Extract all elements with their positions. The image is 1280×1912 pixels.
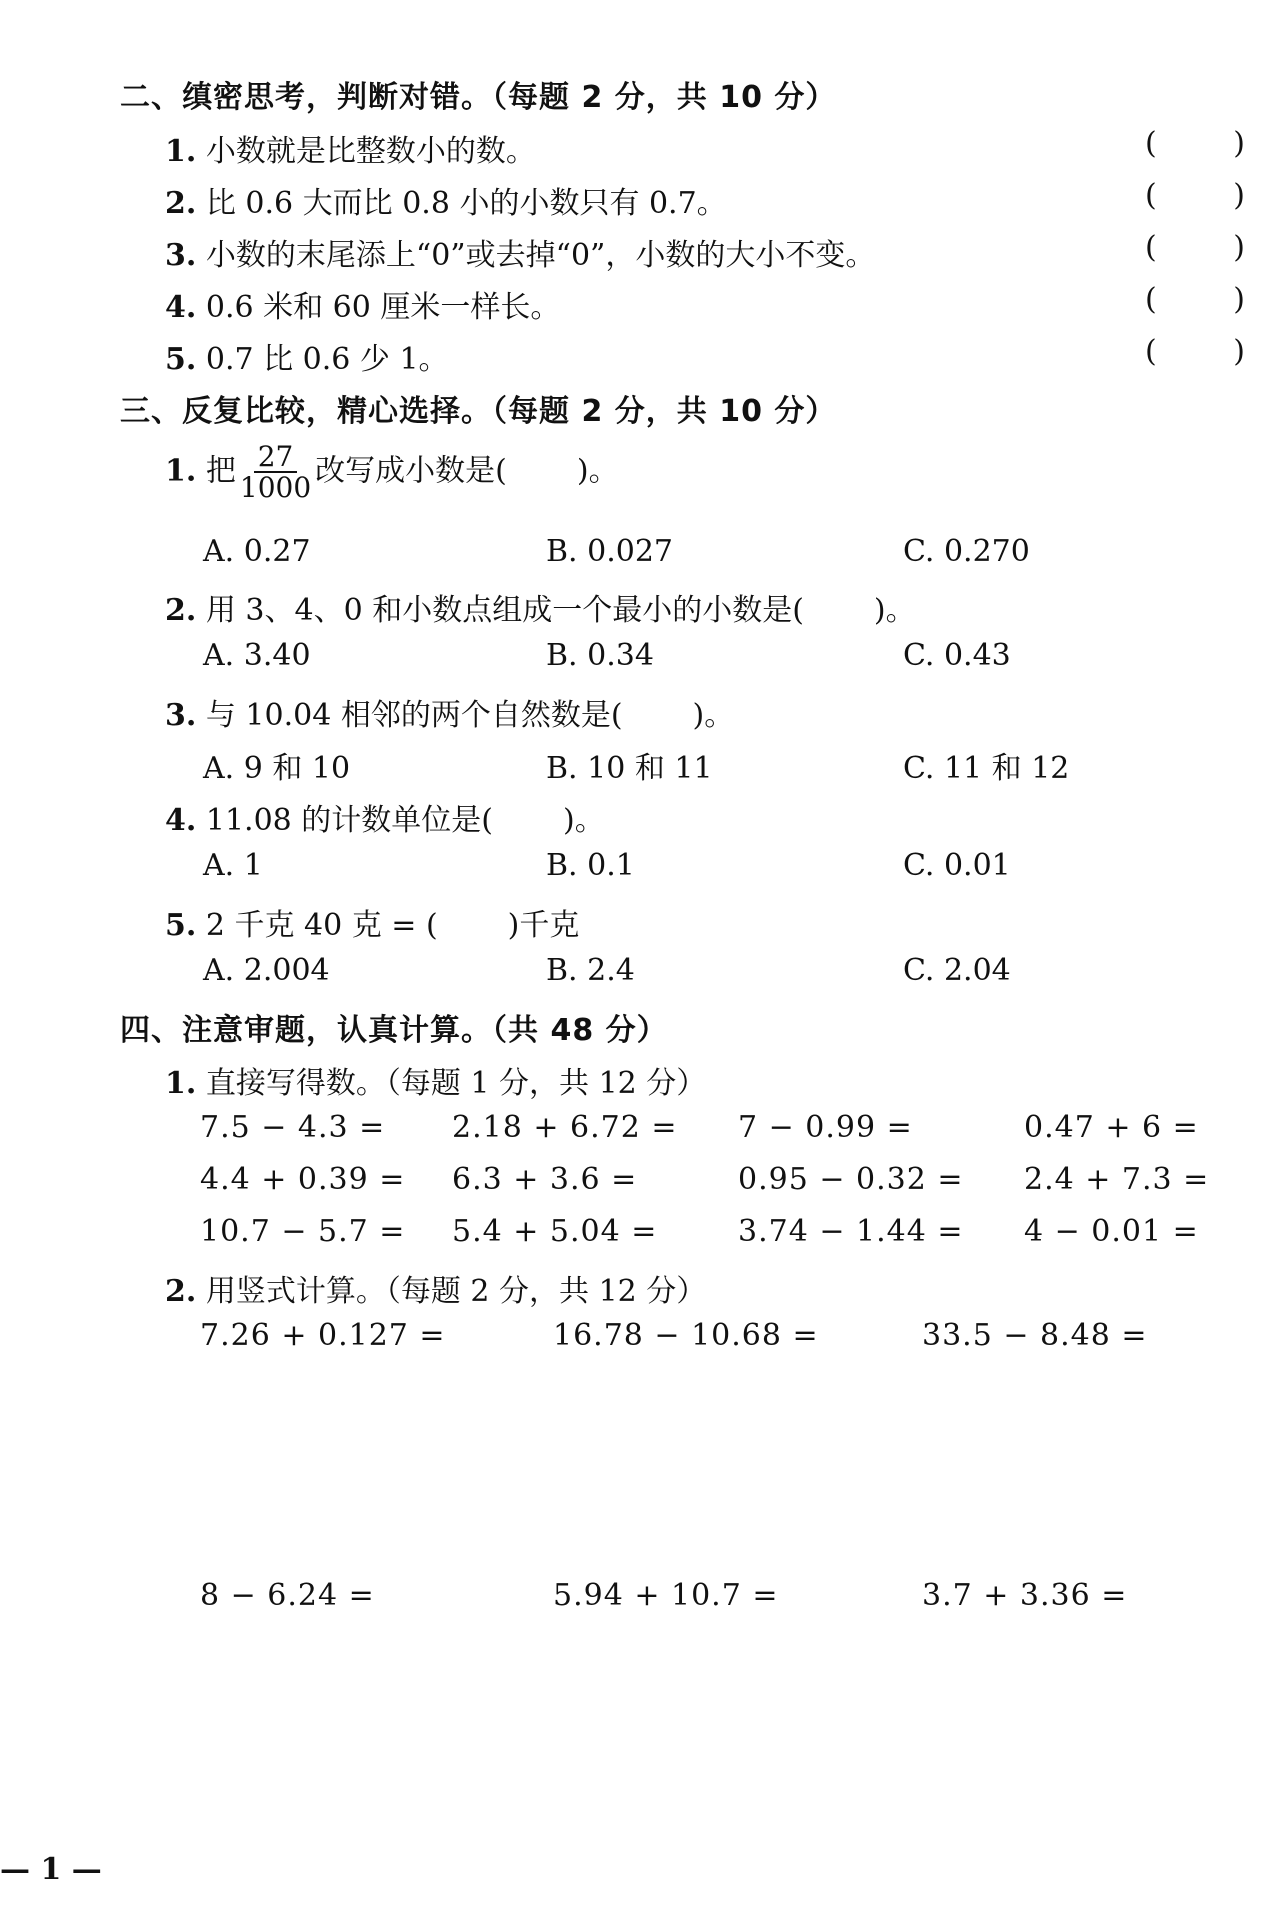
vertical-calc-expression[interactable]: 16.78 − 10.68 = — [553, 1318, 819, 1353]
calc-expression[interactable]: 3.74 − 1.44 = — [738, 1214, 964, 1249]
calc-expression[interactable]: 7.5 − 4.3 = — [200, 1110, 386, 1145]
item-number: 3. — [165, 698, 197, 733]
item-text: 比 0.6 大而比 0.8 小的小数只有 0.7。 — [205, 186, 727, 221]
part-text: 直接写得数。（每题 1 分，共 12 分） — [205, 1066, 707, 1101]
fraction — [240, 442, 311, 503]
option-c[interactable]: C. 2.04 — [903, 953, 1011, 988]
judge-item-3 — [165, 230, 875, 274]
item-text: 0.7 比 0.6 少 1。 — [205, 342, 449, 377]
judge-item-2 — [165, 178, 727, 222]
option-c[interactable]: C. 0.01 — [903, 848, 1011, 883]
paren-close: ) — [1233, 334, 1245, 369]
choice-question-4 — [165, 795, 605, 839]
option-b[interactable]: B. 2.4 — [546, 953, 635, 988]
paren-open: ( — [1145, 334, 1157, 369]
item-number: 2. — [165, 1274, 197, 1309]
item-number: 4. — [165, 803, 197, 838]
page-number: — 1 — — [0, 1852, 102, 1887]
fraction-denominator: 1000 — [239, 471, 312, 505]
paren-close: ) — [1233, 282, 1245, 317]
question-text-pre: 把 — [205, 453, 236, 489]
question-text-pre: 11.08 的计数单位是( — [205, 803, 493, 838]
judge-item-5 — [165, 334, 449, 378]
option-a[interactable]: A. 3.40 — [203, 638, 311, 673]
vertical-calc-expression[interactable]: 3.7 + 3.36 = — [922, 1578, 1128, 1613]
option-b[interactable]: B. 0.1 — [546, 848, 635, 883]
calc-expression[interactable]: 10.7 − 5.7 = — [200, 1214, 406, 1249]
option-b[interactable]: B. 0.027 — [546, 534, 674, 569]
choice-question-2 — [165, 585, 916, 629]
answer-parens-5[interactable] — [1145, 334, 1245, 369]
item-number: 1. — [165, 453, 197, 489]
item-number: 1. — [165, 1066, 197, 1101]
vertical-calc-expression[interactable]: 7.26 + 0.127 = — [200, 1318, 446, 1353]
question-text-end: )。 — [563, 803, 605, 838]
vertical-calc-expression[interactable]: 8 − 6.24 = — [200, 1578, 375, 1613]
option-a[interactable]: A. 2.004 — [203, 953, 330, 988]
judge-item-1 — [165, 126, 536, 170]
question-text-pre: 2 千克 40 克 = ( — [205, 908, 438, 943]
option-a[interactable]: A. 1 — [203, 848, 263, 883]
calc-expression[interactable]: 0.47 + 6 = — [1024, 1110, 1199, 1145]
vertical-calc-expression[interactable]: 5.94 + 10.7 = — [553, 1578, 779, 1613]
calc-expression[interactable]: 0.95 − 0.32 = — [738, 1162, 964, 1197]
part-text: 用竖式计算。（每题 2 分，共 12 分） — [205, 1274, 707, 1309]
paren-close: ) — [1233, 126, 1245, 161]
question-text-end: )千克 — [507, 908, 580, 943]
answer-parens-1[interactable] — [1145, 126, 1245, 161]
question-text-pre: 与 10.04 相邻的两个自然数是( — [205, 698, 623, 733]
item-number: 2. — [165, 186, 197, 221]
answer-parens-4[interactable] — [1145, 282, 1245, 317]
calc-expression[interactable]: 6.3 + 3.6 = — [452, 1162, 638, 1197]
calc-expression[interactable]: 2.18 + 6.72 = — [452, 1110, 678, 1145]
calc-part-1-title — [165, 1058, 706, 1102]
section-2-title: 二、缜密思考，判断对错。（每题 2 分，共 10 分） — [120, 80, 837, 115]
item-text: 小数的末尾添上“0”或去掉“0”，小数的大小不变。 — [205, 238, 876, 273]
option-c[interactable]: C. 0.43 — [903, 638, 1011, 673]
calc-part-2-title — [165, 1266, 706, 1310]
section-4-title: 四、注意审题，认真计算。（共 48 分） — [120, 1013, 668, 1048]
calc-expression[interactable]: 2.4 + 7.3 = — [1024, 1162, 1210, 1197]
item-text: 小数就是比整数小的数。 — [205, 134, 536, 169]
item-number: 5. — [165, 342, 197, 377]
option-c[interactable]: C. 11 和 12 — [903, 751, 1070, 786]
judge-item-4 — [165, 282, 560, 326]
item-number: 5. — [165, 908, 197, 943]
option-c[interactable]: C. 0.270 — [903, 534, 1030, 569]
choice-question-3 — [165, 690, 734, 734]
option-a[interactable]: A. 0.27 — [203, 534, 311, 569]
fraction-numerator: 27 — [254, 442, 298, 473]
item-number: 3. — [165, 238, 197, 273]
choice-question-1 — [165, 442, 619, 503]
calc-expression[interactable]: 5.4 + 5.04 = — [452, 1214, 658, 1249]
question-text-end: )。 — [576, 453, 619, 489]
item-text: 0.6 米和 60 厘米一样长。 — [205, 290, 561, 325]
option-b[interactable]: B. 10 和 11 — [546, 751, 713, 786]
choice-question-5 — [165, 900, 579, 944]
paren-open: ( — [1145, 126, 1157, 161]
answer-parens-3[interactable] — [1145, 230, 1245, 265]
item-number: 4. — [165, 290, 197, 325]
paren-close: ) — [1233, 178, 1245, 213]
question-text-end: )。 — [873, 593, 916, 628]
option-a[interactable]: A. 9 和 10 — [203, 751, 351, 786]
paren-close: ) — [1233, 230, 1245, 265]
paren-open: ( — [1145, 178, 1157, 213]
answer-parens-2[interactable] — [1145, 178, 1245, 213]
calc-expression[interactable]: 4 − 0.01 = — [1024, 1214, 1199, 1249]
question-text-pre: 用 3、4、0 和小数点组成一个最小的小数是( — [205, 593, 804, 628]
paren-open: ( — [1145, 282, 1157, 317]
calc-expression[interactable]: 4.4 + 0.39 = — [200, 1162, 406, 1197]
item-number: 1. — [165, 134, 197, 169]
question-text-post: 改写成小数是( — [315, 453, 507, 489]
question-text-end: )。 — [692, 698, 735, 733]
option-b[interactable]: B. 0.34 — [546, 638, 654, 673]
vertical-calc-expression[interactable]: 33.5 − 8.48 = — [922, 1318, 1148, 1353]
calc-expression[interactable]: 7 − 0.99 = — [738, 1110, 913, 1145]
item-number: 2. — [165, 593, 197, 628]
paren-open: ( — [1145, 230, 1157, 265]
section-3-title: 三、反复比较，精心选择。（每题 2 分，共 10 分） — [120, 394, 837, 429]
